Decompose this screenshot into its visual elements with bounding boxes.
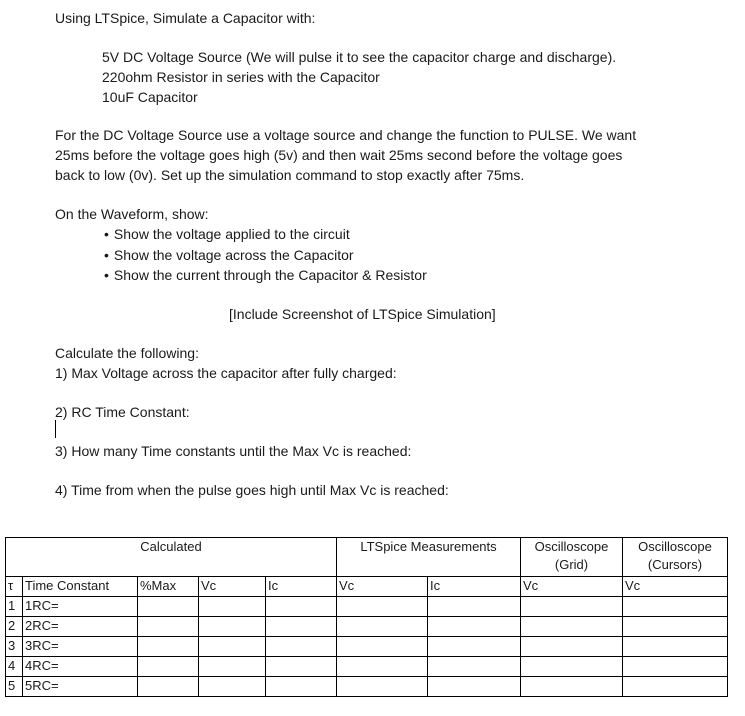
ltspice-vc-cell[interactable]	[337, 637, 428, 657]
percent-max-cell[interactable]	[138, 617, 199, 637]
calc-ic-cell[interactable]	[266, 617, 337, 637]
ltspice-vc-cell[interactable]	[337, 657, 428, 677]
tau-cell: 4	[6, 657, 23, 677]
calc-heading: Calculate the following:	[55, 345, 199, 361]
text-cursor	[55, 420, 56, 438]
waveform-bullet: • Show the voltage across the Capacitor	[104, 245, 354, 265]
tau-cell: 3	[6, 637, 23, 657]
intro-text: Using LTSpice, Simulate a Capacitor with:	[55, 10, 316, 26]
group-osc-cursors: Oscilloscope (Cursors)	[623, 538, 728, 577]
question-3: 3) How many Time constants until the Max Vc is reached:	[55, 443, 412, 459]
cursors-vc-cell[interactable]	[623, 657, 728, 677]
grid-vc-cell[interactable]	[521, 657, 623, 677]
ltspice-vc-cell[interactable]	[337, 677, 428, 697]
calc-vc-cell[interactable]	[199, 637, 266, 657]
instructions-line-1: For the DC Voltage Source use a voltage source and change the function to PULSE. We want	[55, 127, 637, 143]
header-percent-max: %Max	[138, 577, 199, 597]
calc-ic-cell[interactable]	[266, 657, 337, 677]
table-row	[6, 637, 728, 657]
time-constant-cell: 3RC=	[23, 637, 138, 657]
table-row	[6, 597, 728, 617]
measurement-table	[5, 537, 728, 697]
percent-max-cell[interactable]	[138, 637, 199, 657]
group-calculated: Calculated	[6, 538, 337, 577]
time-constant-cell: 1RC=	[23, 597, 138, 617]
ltspice-ic-cell[interactable]	[428, 617, 521, 637]
grid-vc-cell[interactable]	[521, 677, 623, 697]
ltspice-ic-cell[interactable]	[428, 657, 521, 677]
ltspice-ic-cell[interactable]	[428, 677, 521, 697]
header-calc-ic: Ic	[266, 577, 337, 597]
tau-cell: 1	[6, 597, 23, 617]
calc-vc-cell[interactable]	[199, 617, 266, 637]
question-4: 4) Time from when the pulse goes high until Max Vc is reached:	[55, 482, 449, 498]
instructions-line-2: 25ms before the voltage goes high (5v) and then wait 25ms second before the voltage goes	[55, 147, 623, 163]
calc-vc-cell[interactable]	[199, 597, 266, 617]
percent-max-cell[interactable]	[138, 677, 199, 697]
ltspice-ic-cell[interactable]	[428, 637, 521, 657]
cursors-vc-cell[interactable]	[623, 677, 728, 697]
cursors-vc-cell[interactable]	[623, 637, 728, 657]
calc-vc-cell[interactable]	[199, 677, 266, 697]
percent-max-cell[interactable]	[138, 597, 199, 617]
grid-vc-cell[interactable]	[521, 637, 623, 657]
ltspice-vc-cell[interactable]	[337, 597, 428, 617]
waveform-heading: On the Waveform, show:	[55, 206, 209, 222]
table-row	[6, 677, 728, 697]
tau-cell: 5	[6, 677, 23, 697]
grid-vc-cell[interactable]	[521, 617, 623, 637]
percent-max-cell[interactable]	[138, 657, 199, 677]
table-row	[6, 657, 728, 677]
calc-ic-cell[interactable]	[266, 637, 337, 657]
grid-vc-cell[interactable]	[521, 597, 623, 617]
question-2: 2) RC Time Constant:	[55, 404, 190, 420]
time-constant-cell: 2RC=	[23, 617, 138, 637]
header-cursors-vc: Vc	[623, 577, 728, 597]
cursors-vc-cell[interactable]	[623, 597, 728, 617]
component-capacitor: 10uF Capacitor	[102, 89, 198, 105]
header-calc-vc: Vc	[199, 577, 266, 597]
header-ltspice-vc: Vc	[337, 577, 428, 597]
header-time-constant: Time Constant	[23, 577, 138, 597]
tau-cell: 2	[6, 617, 23, 637]
ltspice-vc-cell[interactable]	[337, 617, 428, 637]
group-osc-grid: Oscilloscope (Grid)	[521, 538, 623, 577]
header-grid-vc: Vc	[521, 577, 623, 597]
group-ltspice: LTSpice Measurements	[337, 538, 521, 577]
header-tau: τ	[6, 577, 23, 597]
calc-ic-cell[interactable]	[266, 597, 337, 617]
ltspice-ic-cell[interactable]	[428, 597, 521, 617]
header-ltspice-ic: Ic	[428, 577, 521, 597]
calc-ic-cell[interactable]	[266, 677, 337, 697]
component-resistor: 220ohm Resistor in series with the Capacitor	[102, 69, 380, 85]
question-1: 1) Max Voltage across the capacitor after fully charged:	[55, 365, 397, 381]
cursors-vc-cell[interactable]	[623, 617, 728, 637]
screenshot-note: [Include Screenshot of LTSpice Simulation]	[229, 306, 496, 322]
time-constant-cell: 4RC=	[23, 657, 138, 677]
instructions-line-3: back to low (0v). Set up the simulation command to stop exactly after 75ms.	[55, 167, 525, 183]
waveform-bullet: • Show the current through the Capacitor & Resistor	[104, 265, 427, 285]
time-constant-cell: 5RC=	[23, 677, 138, 697]
table-row	[6, 617, 728, 637]
waveform-bullet: • Show the voltage applied to the circuit	[104, 224, 350, 244]
component-source: 5V DC Voltage Source (We will pulse it to see the capacitor charge and discharge).	[102, 49, 617, 65]
calc-vc-cell[interactable]	[199, 657, 266, 677]
